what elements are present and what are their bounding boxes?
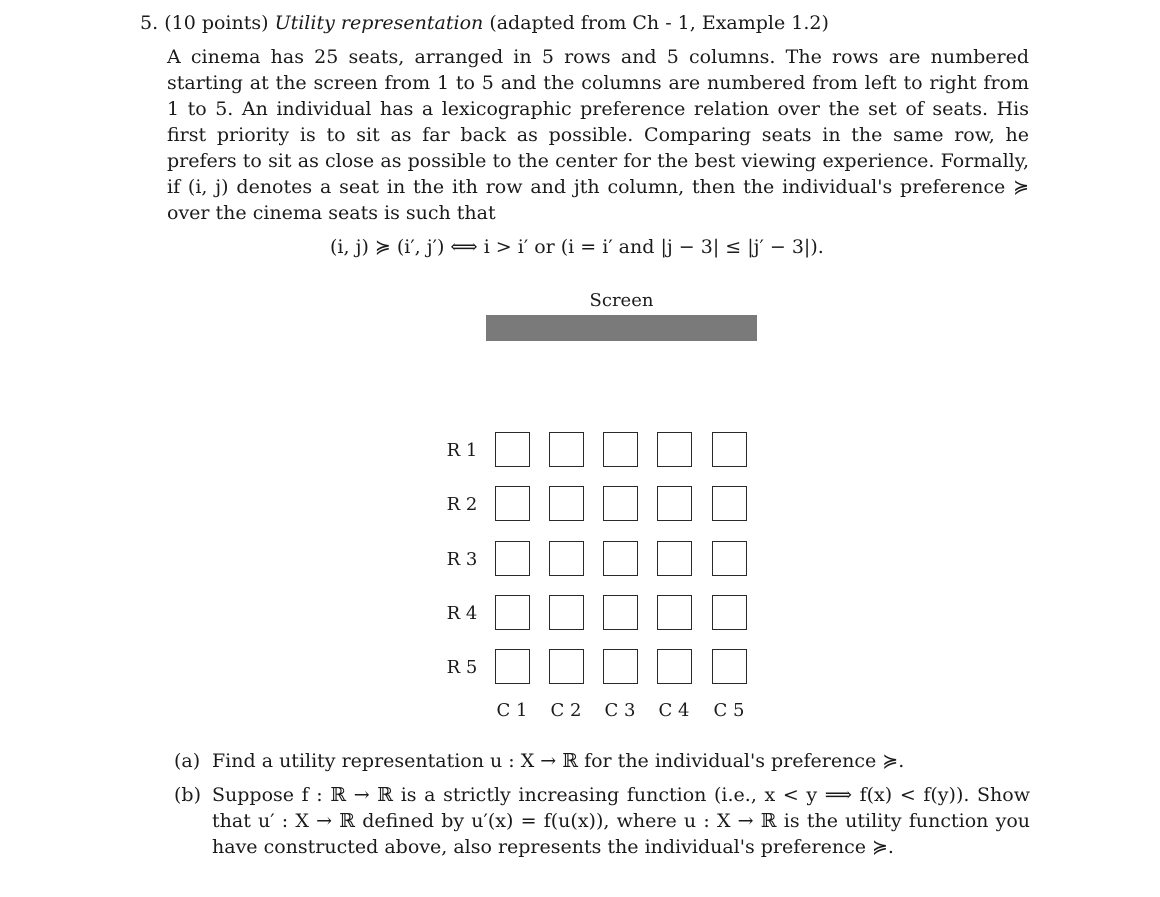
question-source: (adapted from Ch - 1, Example 1.2)	[489, 12, 829, 34]
question-title: Utility representation	[274, 12, 484, 34]
part-a	[174, 748, 1030, 774]
column-label: C 1	[496, 700, 528, 721]
seat	[657, 595, 692, 630]
row-label: R 3	[446, 549, 478, 570]
question-number: 5.	[140, 12, 159, 34]
part-label: (a)	[174, 750, 201, 772]
seat	[657, 486, 692, 521]
column-label: C 5	[713, 700, 745, 721]
question-points: (10 points)	[164, 12, 269, 34]
problem-statement: A cinema has 25 seats, arranged in 5 rows and 5 columns. The rows are numbered starting at the screen from 1 to 5 and the columns are numbered from left to right from 1 to 5. An individual has a lexicographic preference relation over the set of seats. His first priority is to sit as far back as possible. Comparing seats in the same row, he prefers to sit as close as possible to the center for the best viewing experience. Formally, if (i, j) denotes a seat in the ith row and jth column, then the individual's preference ≽ over the cinema seats is such that	[167, 46, 1029, 224]
seat	[549, 541, 584, 576]
seat	[495, 595, 530, 630]
seat	[657, 432, 692, 467]
row-label: R 5	[446, 657, 478, 678]
seat	[495, 541, 530, 576]
part-text: Suppose f : ℝ → ℝ is a strictly increasing function (i.e., x < y ⟹ f(x) < f(y)). Show that u′ : X → ℝ defined by u′(x) = f(u(x)), where u : X → ℝ is the utility function you have constructed above, also represents the individual's preference ≽.	[212, 784, 1030, 858]
seat	[495, 649, 530, 684]
seat	[549, 432, 584, 467]
part-label: (b)	[174, 784, 201, 806]
row-label: R 1	[446, 440, 478, 461]
seat	[712, 541, 747, 576]
seat	[657, 541, 692, 576]
column-label: C 4	[658, 700, 690, 721]
part-b	[174, 782, 1030, 860]
seat	[549, 649, 584, 684]
seat	[495, 432, 530, 467]
seat	[549, 486, 584, 521]
seat	[603, 541, 638, 576]
preference-formula: (i, j) ≽ (i′, j′) ⟺ i > i′ or (i = i′ and |j − 3| ≤ |j′ − 3|).	[330, 236, 824, 258]
seat	[495, 486, 530, 521]
screen-label: Screen	[589, 290, 654, 311]
part-text: Find a utility representation u : X → ℝ for the individual's preference ≽.	[212, 750, 905, 772]
column-label: C 3	[604, 700, 636, 721]
column-label: C 2	[550, 700, 582, 721]
seat	[657, 649, 692, 684]
row-label: R 4	[446, 603, 478, 624]
seat	[712, 649, 747, 684]
seat	[549, 595, 584, 630]
question-header	[140, 10, 829, 36]
seat	[603, 649, 638, 684]
seat	[603, 432, 638, 467]
seat	[603, 595, 638, 630]
seat	[712, 595, 747, 630]
seat	[712, 432, 747, 467]
row-label: R 2	[446, 494, 478, 515]
seat	[712, 486, 747, 521]
cinema-screen	[486, 315, 757, 341]
seat	[603, 486, 638, 521]
